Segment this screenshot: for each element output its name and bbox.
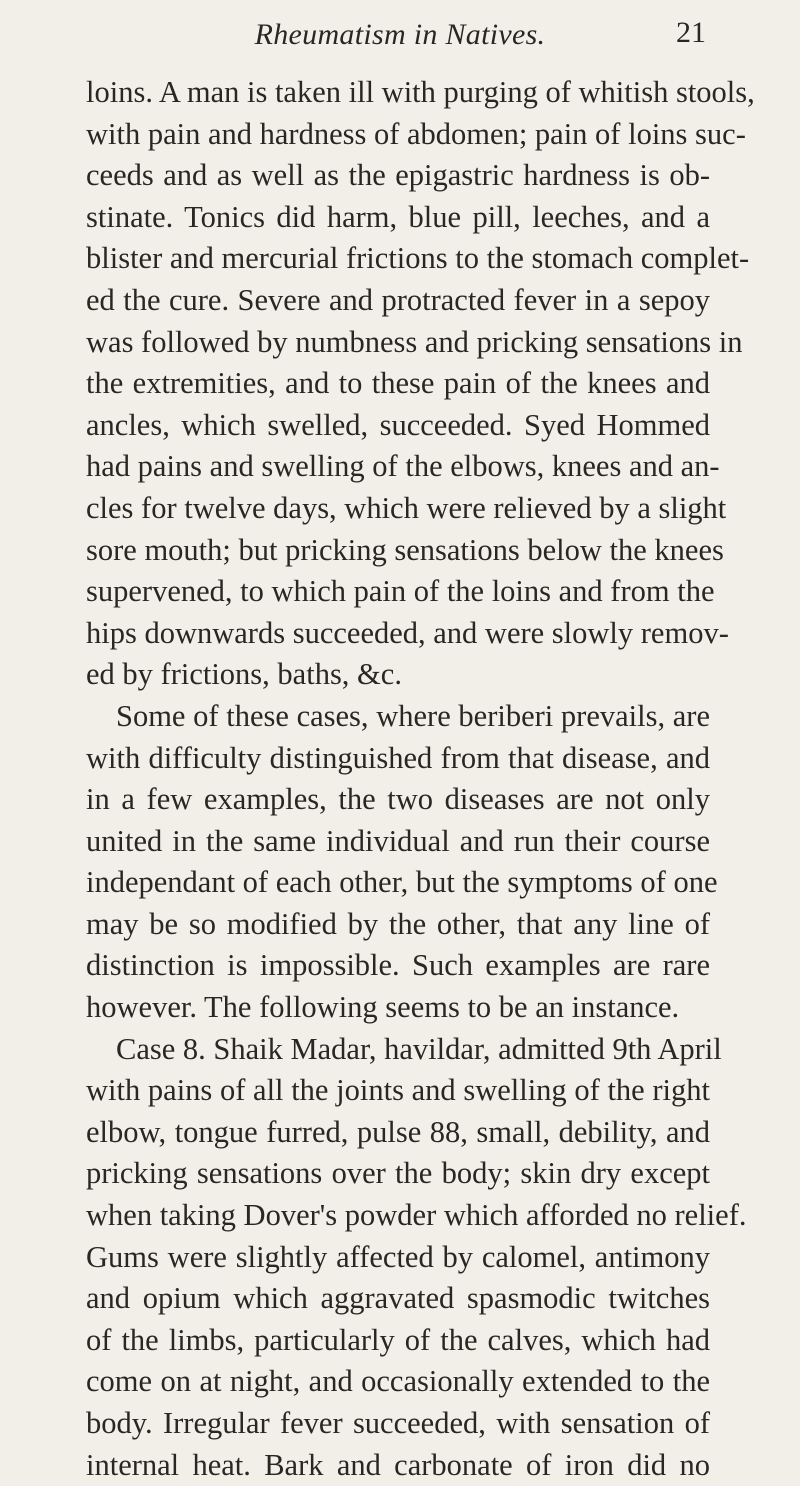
text-line: had pains and swelling of the elbows, knees and an- xyxy=(86,449,720,484)
text-line: Case 8. Shaik Madar, havildar, admitted 9th April xyxy=(116,1031,722,1066)
text-line: supervened, to which pain of the loins and from the xyxy=(86,574,715,609)
text-line: ceeds and as well as the epigastric hardness is ob- xyxy=(86,158,710,193)
text-line: distinction is impossible. Such examples are rare xyxy=(86,948,710,983)
text-line: Some of these cases, where beriberi prevails, are xyxy=(116,698,710,733)
text-line: blister and mercurial frictions to the stomach complet- xyxy=(86,241,750,276)
text-line: ed the cure. Severe and protracted fever in a sepoy xyxy=(86,282,710,317)
text-line: was followed by numbness and pricking sensations in xyxy=(86,324,743,359)
text-line: sore mouth; but pricking sensations below the knees xyxy=(86,532,724,567)
text-line: however. The following seems to be an instance. xyxy=(86,990,680,1025)
text-line: pricking sensations over the body; skin dry except xyxy=(86,1156,710,1191)
page-number: 21 xyxy=(676,16,706,49)
page-header xyxy=(0,14,800,54)
text-line: come on at night, and occasionally extended to the xyxy=(86,1364,710,1399)
text-line: loins. A man is taken ill with purging of whitish stools, xyxy=(86,75,755,109)
text-line: internal heat. Bark and carbonate of iron did no xyxy=(86,1447,710,1482)
text-line: with difficulty distinguished from that disease, and xyxy=(86,740,710,775)
text-line: when taking Dover's powder which afforded no relief. xyxy=(86,1198,747,1233)
text-line: body. Irregular fever succeeded, with sensation of xyxy=(86,1406,710,1440)
text-line: may be so modified by the other, that any line of xyxy=(86,906,710,941)
text-line: the extremities, and to these pain of the knees and xyxy=(86,366,710,401)
text-line: elbow, tongue furred, pulse 88, small, debility, and xyxy=(86,1114,710,1149)
text-line: with pains of all the joints and swelling of the right xyxy=(86,1073,710,1108)
text-line: cles for twelve days, which were relieved by a slight xyxy=(86,490,727,525)
text-line: with pain and hardness of abdomen; pain of loins suc- xyxy=(86,116,746,151)
text-line: ed by frictions, baths, &c. xyxy=(86,657,402,692)
text-line: ancles, which swelled, succeeded. Syed Hommed xyxy=(86,407,710,442)
text-line: united in the same individual and run their course xyxy=(86,823,710,858)
text-line: hips downwards succeeded, and were slowly remov- xyxy=(86,615,729,650)
text-line: in a few examples, the two diseases are not only xyxy=(86,782,710,817)
body-text xyxy=(86,72,755,1486)
text-line: of the limbs, particularly of the calves, which had xyxy=(86,1322,710,1357)
text-line: and opium which aggravated spasmodic twitches xyxy=(86,1281,710,1316)
text-line: Gums were slightly affected by calomel, antimony xyxy=(86,1239,710,1274)
running-title: Rheumatism in Natives. xyxy=(254,18,546,51)
text-line: independant of each other, but the symptoms of one xyxy=(86,865,718,900)
text-line: stinate. Tonics did harm, blue pill, leeches, and a xyxy=(86,199,710,234)
